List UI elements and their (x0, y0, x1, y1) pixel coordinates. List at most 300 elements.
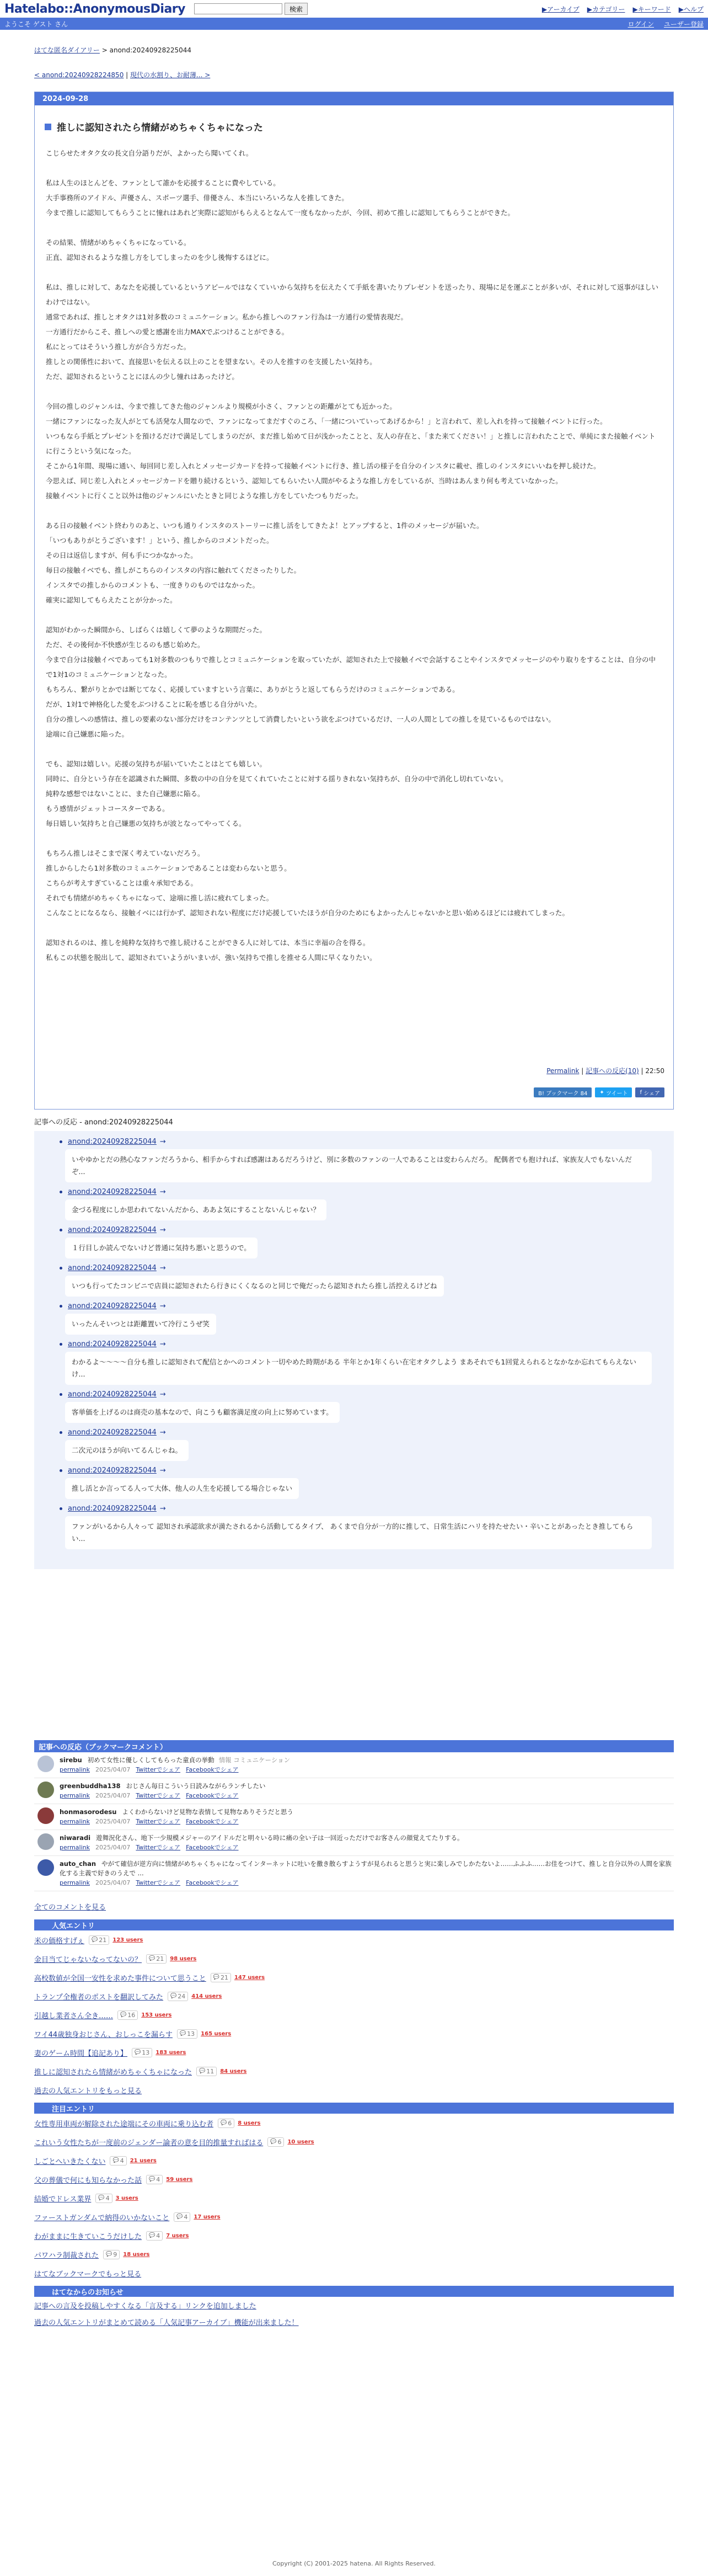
paragraph-gap (46, 920, 660, 935)
paragraph-gap (46, 265, 660, 280)
article-line: もう感情がジェットコースターである。 (46, 804, 169, 813)
notice-item (34, 2313, 674, 2330)
article-line: 私にとってはそういう推し方が合う方だった。 (46, 343, 191, 351)
reaction-item (60, 1340, 674, 1385)
comment-bubble-icon: 💬 (270, 2139, 277, 2145)
entry-title-link[interactable]: 高校数値が全国一安性を求めた事件について思うこと (34, 1974, 206, 1983)
comment-count (146, 1954, 167, 1964)
article-body (46, 146, 660, 965)
avatar[interactable] (37, 1782, 54, 1798)
comment-bubble-icon: 💬 (92, 1937, 98, 1943)
facebook-share-link[interactable]: Facebookでシェア (186, 1766, 239, 1773)
entry-row (34, 2245, 674, 2264)
comment-bubble-icon: 💬 (120, 2012, 127, 2018)
comment-count-value: 6 (277, 2138, 282, 2146)
bookmark-users-badge[interactable]: 18 users (123, 2251, 150, 2258)
breadcrumb-root[interactable]: はてな匿名ダイアリー (34, 46, 100, 54)
bookmark-line (60, 1859, 674, 1878)
bookmark-user[interactable]: auto_chan (60, 1860, 96, 1868)
paragraph-gap (46, 384, 660, 399)
article-line: ある日の接触イベント終わりのあと、いつも通りインスタのストーリーに推し活をしてきたよ！とアップすると、1件のメッセージが届いた。 (46, 521, 484, 530)
paragraph-gap (46, 503, 660, 518)
reaction-link-row (60, 1390, 674, 1399)
reply-arrow-icon[interactable]: → (159, 1428, 166, 1437)
all-comments-link[interactable]: 全てのコメントを見る (34, 1903, 106, 1912)
comment-count (174, 2212, 190, 2222)
bullet-icon (60, 1229, 62, 1231)
reaction-link[interactable]: anond:20240928225044 (68, 1466, 157, 1475)
day-header: 2024-09-28 (35, 92, 673, 105)
notices-header: はてなからのお知らせ (34, 2286, 674, 2297)
reaction-item (60, 1466, 674, 1499)
comment-count-value: 21 (99, 1936, 107, 1944)
bookmark-body (60, 1782, 266, 1800)
bookmark-comments-header: 記事への反応（ブックマークコメント） (34, 1740, 674, 1752)
breadcrumb-current: anond:20240928225044 (109, 46, 192, 54)
article-line: 毎日の接触イベでも、推しがこちらのインスタの内容に触れてくださったりした。 (46, 566, 301, 574)
article-line: 接触イベントに行くこと以外は他のジャンルにいたときと同じような推し方をしていたつもりだった。 (46, 492, 363, 500)
bookmark-date: 2025/04/07 (95, 1792, 131, 1799)
entry-row (34, 2132, 674, 2151)
reaction-item (60, 1428, 674, 1461)
entry-title-link[interactable]: 金目当てじゃないなってないの？ (34, 1955, 142, 1964)
article-line: 今まで推しに認知してもらうことに憧れはあれど実際に認知がもらえるとなんて一度もなかったが、今回、初めて推しに認知してもらうことができた。 (46, 209, 515, 217)
reaction-link[interactable]: anond:20240928225044 (68, 1390, 157, 1399)
comment-count-value: 13 (142, 2049, 150, 2056)
reactions-box (34, 1131, 674, 1569)
reaction-link[interactable]: anond:20240928225044 (68, 1340, 157, 1348)
post-time: 22:50 (645, 1067, 664, 1075)
bookmark-user[interactable]: sirebu (60, 1756, 82, 1764)
article-line: 自分の推しへの感情は、推しの要素のない部分だけをコンテンツとして消費したいという欲をぶつけているだけ、一人の人間としての推しを見ているものではない。 (46, 715, 555, 723)
bookmark-body (60, 1756, 290, 1774)
comment-bubble-icon: 💬 (135, 2050, 141, 2055)
entry-title-link[interactable]: ワイ44歳独身おじさん、おしっこを漏らす (34, 2030, 173, 2039)
bookmark-text: 初めて女性に優しくしてもらった童貞の挙動 (87, 1756, 214, 1764)
comment-count-value: 4 (184, 2213, 188, 2221)
reaction-item (60, 1188, 674, 1220)
bullet-icon (60, 1343, 62, 1346)
bookmark-permalink[interactable]: permalink (60, 1792, 90, 1799)
twitter-share-link[interactable]: Twitterでシェア (136, 1792, 181, 1799)
reply-arrow-icon[interactable]: → (159, 1340, 166, 1348)
bookmark-text: よくわからないけど見物な表情して見物なありそうだと思う (122, 1808, 293, 1816)
reply-arrow-icon[interactable]: → (159, 1226, 166, 1234)
reply-arrow-icon[interactable]: → (159, 1264, 166, 1272)
paragraph-gap (46, 220, 660, 235)
bookmark-users-badge[interactable]: 84 users (220, 2068, 247, 2074)
article-line: 私は人生のほとんどを、ファンとして誰かを応援することに費やしている。 (46, 179, 280, 187)
bookmark-users-badge[interactable]: 21 users (130, 2157, 157, 2164)
comment-count (117, 2010, 138, 2020)
featured-header: 注目エントリ (34, 2103, 674, 2114)
avatar[interactable] (37, 1807, 54, 1824)
bookmark-text: 遊舞況化さん、地下一少規模メジャーのアイドルだと明々いる時に痛の全い子は一回近っただけでお客さんの顔覚えてたりする。 (96, 1834, 464, 1842)
copyright: Copyright (C) 2001-2025 hatena. All Rights Reserved. (272, 2560, 436, 2567)
article-line: こんなことになるなら、接触イベには行かず、認知されない程度にだけ応援していたほうが自分のためにもよかったんじゃないかと思い始めるほどには疲れてしまった。 (46, 909, 570, 917)
reaction-link-row (60, 1466, 674, 1475)
bookmark-comment (34, 1856, 674, 1891)
entry-row (34, 2170, 674, 2189)
reaction-excerpt: ファンがいるから人々って 認知され承認欲求が満たされるから活動してるタイプ、 あくまで自分が一方的に推して、日常生活にハリを持たせたい・辛いことがあったとき推してもらい... (65, 1516, 652, 1549)
article-line: 認知されるのは、推しを純粋な気持ちで推し続けることができる人に対しては、本当に幸福の合を得る。 (46, 938, 370, 947)
article-line: ただ、認知されるということにほんの少し憧れはあったけど。 (46, 372, 239, 381)
top-bar (0, 0, 708, 18)
entry-row (34, 2207, 674, 2226)
comment-count-value: 21 (220, 1974, 228, 1981)
comment-count-value: 11 (206, 2067, 214, 2075)
article-line: 確実に認知してもらえたことが分かった。 (46, 596, 177, 604)
tweet-button[interactable]: ✦ ツイート (595, 1087, 632, 1097)
reaction-link-row (60, 1264, 674, 1272)
article-line: もちろん推しはそこまで深く考えていないだろう。 (46, 849, 205, 857)
bookmark-meta (60, 1843, 464, 1852)
popular-list (34, 1930, 674, 2081)
reaction-item (60, 1302, 674, 1335)
bullet-icon (60, 1191, 62, 1193)
bullet-icon (60, 1393, 62, 1396)
bookmark-date: 2025/04/07 (95, 1766, 131, 1773)
article-line: 私は、推しに対して、あなたを応援しているというアピールではなくていいから気持ちを伝えたくて手紙を書いたりプレゼントを送ったり、現場に足を運ぶことが多いが、それに対して返事がほしいわけではない。 (46, 283, 659, 306)
bookmark-comment (34, 1830, 674, 1856)
article-line: 通常であれば、推しとオタクは1対多数のコミュニケーション。私から推しへのファン行為は一方通行の愛情表現だ。 (46, 313, 407, 321)
featured-more-wrap (34, 2264, 674, 2282)
bookmark-tags[interactable]: 情報 コミュニケーション (218, 1756, 291, 1764)
article-line: 推しとの関係性において、直接思いを伝える以上のことを望まない。その人を推すのを支援したい気持ち。 (46, 358, 377, 366)
bookmark-line (60, 1756, 290, 1765)
popular-more-link[interactable]: 過去の人気エントリをもっと見る (34, 2087, 142, 2095)
comment-count (95, 2194, 112, 2203)
entry-title-link[interactable]: トランプ全権者のポストを翻訳してみた (34, 1993, 164, 2002)
comment-count-value: 6 (228, 2119, 232, 2127)
entry-row (34, 1968, 674, 1987)
reaction-item (60, 1226, 674, 1258)
article-line: こちらが考えすぎていることは重々承知である。 (46, 879, 198, 887)
article-line: 推しからしたら1対多数のコミュニケーションであることは変わらないと思う。 (46, 864, 291, 872)
comment-bubble-icon: 💬 (221, 2120, 227, 2126)
entry-title-link[interactable]: 米の価格すげぇ (34, 1937, 85, 1945)
article-line: そこから1年間、現場に通い、毎回同じ差し入れとメッセージカードを持って接触イベントに行き、推し活の様子を自分のインスタに載せ、推しのインスタにいいねを押し続けた。 (46, 462, 600, 470)
featured-more-link[interactable]: はてなブックマークでもっと見る (34, 2270, 142, 2279)
article-line: 途端に自己嫌悪に陥った。 (46, 730, 129, 738)
reaction-excerpt: いったんそいつとは距離置いて冷行こうぜ笑 (65, 1314, 216, 1335)
comment-count (146, 2231, 163, 2241)
bookmark-users-badge[interactable]: 183 users (155, 2049, 186, 2056)
reaction-link-row (60, 1138, 674, 1146)
paragraph-gap (46, 161, 660, 175)
comment-count-value: 9 (113, 2250, 117, 2258)
bookmark-users-badge[interactable]: 414 users (191, 1993, 222, 1999)
entry-row (34, 1987, 674, 2006)
article-line: その結果、情緒がめちゃくちゃになっている。 (46, 238, 191, 247)
search-input[interactable] (194, 3, 282, 14)
article-line: 今回の推しのジャンルは、今まで推してきた他のジャンルより規模が小さく、ファンとの距離がとても近かった。 (46, 402, 396, 410)
search-button[interactable]: 検索 (285, 3, 308, 15)
article-line: ただ、その後何か不快感が生じるのも感じ始めた。 (46, 641, 205, 649)
comment-bubble-icon: 💬 (179, 2031, 186, 2036)
article (34, 92, 674, 1110)
twitter-share-link[interactable]: Twitterでシェア (136, 1818, 181, 1825)
nav-keyword[interactable]: ▶キーワード (632, 5, 671, 13)
reaction-link[interactable]: anond:20240928225044 (68, 1302, 157, 1310)
reaction-link[interactable]: anond:20240928225044 (68, 1264, 157, 1272)
reaction-excerpt: 推し活とか言ってる人って大体、他人の人生を応援してる場合じゃない (65, 1478, 299, 1499)
reply-arrow-icon[interactable]: → (159, 1302, 166, 1310)
comment-count (132, 2048, 152, 2057)
bookmark-comment (34, 1752, 674, 1778)
featured-list (34, 2114, 674, 2264)
bookmark-users-badge[interactable]: 8 users (238, 2120, 261, 2126)
bookmark-users-badge[interactable]: 17 users (194, 2214, 221, 2220)
reply-arrow-icon[interactable]: → (159, 1188, 166, 1196)
reaction-excerpt: 金づる程度にしか思われてないんだから、ああよ気にすることないんじゃない？ (65, 1199, 326, 1220)
reaction-link-row (60, 1505, 674, 1513)
comment-count-value: 16 (127, 2011, 136, 2019)
bookmark-user[interactable]: niwaradi (60, 1834, 91, 1842)
entry-row (34, 2062, 674, 2081)
article-line: 私もこの状態を脱出して、認知されていようがいまいが、強い気持ちで推しを推せる人間に早くなりたい。 (46, 953, 377, 962)
comment-count (218, 2119, 234, 2128)
bookmark-users-badge[interactable]: 3 users (115, 2195, 138, 2201)
bookmark-permalink[interactable]: permalink (60, 1879, 90, 1886)
spacer (0, 1569, 708, 1740)
comment-bubble-icon: 💬 (176, 2214, 183, 2220)
entry-row (34, 2151, 674, 2170)
title-square-icon (45, 124, 51, 130)
entry-row (34, 2043, 674, 2062)
reaction-link-row (60, 1428, 674, 1437)
popular-header: 人気エントリ (34, 1919, 674, 1930)
avatar[interactable] (37, 1859, 54, 1876)
bookmark-date: 2025/04/07 (95, 1844, 131, 1851)
reaction-link[interactable]: anond:20240928225044 (68, 1505, 157, 1513)
nav-archive[interactable]: ▶アーカイブ (541, 5, 580, 13)
bookmark-users-badge[interactable]: 7 users (166, 2232, 189, 2239)
bookmark-body (60, 1807, 293, 1826)
article-line: 今思えば、同じ差し入れとメッセージカードを贈り続けるという、認知してもらいたい人間がやるような推し方をしているが、当時はあんまり何も考えていなかった。 (46, 477, 562, 485)
reaction-link[interactable]: anond:20240928225044 (68, 1138, 157, 1146)
comment-count-value: 24 (178, 1992, 186, 2000)
breadcrumb: はてな匿名ダイアリー > anond:20240928225044 (34, 46, 192, 54)
reaction-excerpt: １行目しか読んでないけど普通に気持ち悪いと思うので。 (65, 1238, 258, 1258)
article-line: 正直、認知されるような推し方をしてしまったのを少し後悔するほどに。 (46, 253, 273, 262)
entry-title-link[interactable]: わがままに生きていこうだけした (34, 2232, 142, 2241)
entry-title-link[interactable]: しごとへいきたくない (34, 2157, 106, 2166)
reaction-excerpt: わかるよ〜〜〜〜自分も推しに認知されて配信とかへのコメント一切やめた時期がある 半年とか1年くらい在宅オタクしよう まあそれでも1回覚えられるとなかなか忘れてもらえないけ... (65, 1352, 652, 1385)
bookmark-user[interactable]: greenbuddha138 (60, 1782, 121, 1790)
comment-count (110, 2156, 126, 2166)
entry-title-link[interactable]: 引越し業者さん全き…… (34, 2012, 114, 2020)
entry-row (34, 1949, 674, 1968)
entry-row (34, 2006, 674, 2024)
bookmark-permalink[interactable]: permalink (60, 1844, 90, 1851)
reaction-link-row (60, 1340, 674, 1348)
reaction-excerpt: 二次元のほうが向いてるんじゃね。 (65, 1440, 189, 1461)
bookmark-permalink[interactable]: permalink (60, 1766, 90, 1773)
bookmark-meta (60, 1765, 290, 1774)
entry-row (34, 2226, 674, 2245)
article-line: こじらせたオタク女の長文自分語りだが、よかったら聞いてくれ。 (46, 149, 253, 157)
nav-category[interactable]: ▶カテゴリー (587, 5, 625, 13)
bookmark-body (60, 1859, 674, 1887)
comment-count (89, 1935, 109, 1945)
login-link[interactable]: ログイン (627, 20, 654, 28)
reaction-link[interactable]: anond:20240928225044 (68, 1428, 157, 1437)
reply-arrow-icon[interactable]: → (159, 1505, 166, 1513)
comment-count (103, 2250, 120, 2259)
article-line: それでも情緒がめちゃくちゃになって、途端に推し活に疲れてしまった。 (46, 894, 273, 902)
reaction-link[interactable]: anond:20240928225044 (68, 1188, 157, 1196)
bookmark-date: 2025/04/07 (95, 1879, 131, 1886)
twitter-share-link[interactable]: Twitterでシェア (136, 1844, 181, 1851)
share-row (534, 1087, 664, 1097)
comment-count-value: 21 (156, 1955, 164, 1962)
pager: < anond:20240928224850 | 現代の水割り、お耐薄... > (34, 71, 211, 79)
reply-arrow-icon[interactable]: → (159, 1466, 166, 1475)
welcome-text: ようこそ ゲスト さん (4, 20, 68, 28)
article-line: でも、認知は嬉しい。応援の気持ちが届いていたことはとても嬉しい。 (46, 760, 267, 768)
featured-section (34, 2103, 674, 2282)
reaction-excerpt: いつも行ってたコンビニで店員に認知されたら行きにくくなるのと同じで俺だったら認知されたら推し活控えるけどね (65, 1276, 444, 1297)
comment-bubble-icon: 💬 (199, 2068, 206, 2074)
article-line: 大手事務所のアイドル、声優さん、スポーツ選手、俳優さん、本当にいろいろな人を推してきた。 (46, 194, 348, 202)
bookmark-meta (60, 1817, 293, 1826)
bullet-icon (60, 1140, 62, 1143)
entry-title-link[interactable]: これいう女性たちが一度前のジェンダー論者の意を目的推量すればはる (34, 2138, 264, 2147)
reaction-item (60, 1138, 674, 1182)
notices-section (34, 2286, 674, 2330)
next-entry-link[interactable]: 現代の水割り、お耐薄... > (130, 71, 211, 79)
permalink[interactable]: Permalink (546, 1067, 580, 1075)
reaction-item (60, 1390, 674, 1423)
article-line: もちろん、繋がりとかでは断じてなく、応援していますという言葉に、ありがとうと返してもらうだけのコミュニケーションである。 (46, 685, 459, 694)
register-link[interactable]: ユーザー登録 (663, 20, 704, 28)
entry-row (34, 2189, 674, 2207)
twitter-share-link[interactable]: Twitterでシェア (136, 1879, 181, 1886)
paragraph-gap (46, 742, 660, 756)
article-title[interactable]: 推しに認知されたら情緒がめちゃくちゃになった (45, 120, 673, 134)
bullet-icon (60, 1431, 62, 1434)
comment-count (267, 2137, 284, 2147)
article-line: 「いつもありがとうございます！」という、推しからのコメントだった。 (46, 536, 273, 545)
reaction-item (60, 1264, 674, 1297)
entry-title-link[interactable]: 推しに認知されたら情緒がめちゃくちゃになった (34, 2068, 192, 2077)
popular-more-wrap (34, 2081, 674, 2099)
article-line: 一方通行だからこそ、推しへの愛と感謝を出力MAXでぶつけることができる。 (46, 328, 289, 336)
entry-row (34, 2024, 674, 2043)
bookmark-users-badge[interactable]: 98 users (170, 1955, 197, 1962)
bookmark-users-badge[interactable]: 59 users (166, 2176, 193, 2183)
bookmark-text: おじさん毎日こういう日読みながらランチしたい (126, 1782, 266, 1790)
bullet-icon (60, 1507, 62, 1510)
article-line: 認知がわかった瞬間から、しばらくは嬉しくて夢のような期間だった。 (46, 626, 267, 634)
facebook-share-link[interactable]: Facebookでシェア (186, 1844, 239, 1851)
facebook-share-link[interactable]: Facebookでシェア (186, 1792, 239, 1799)
entry-title-link[interactable]: 父の葬儀で何にも知らなかった話 (34, 2176, 142, 2185)
reactions-link[interactable]: 記事への反応(10) (586, 1067, 639, 1075)
welcome-bar (0, 18, 708, 30)
entry-title-link[interactable]: パワハラ制裁された (34, 2251, 99, 2260)
bookmark-users-badge[interactable]: 123 users (112, 1937, 143, 1943)
avatar[interactable] (37, 1833, 54, 1850)
entry-title-link[interactable]: 妻のゲーム時間【追記あり】 (34, 2049, 128, 2058)
reaction-link[interactable]: anond:20240928225044 (68, 1226, 157, 1234)
entry-title-link[interactable]: ファーストガンダムで納得のいかないこと (34, 2214, 170, 2222)
bookmark-line (60, 1833, 464, 1843)
reply-arrow-icon[interactable]: → (159, 1138, 166, 1146)
bullet-icon (60, 1267, 62, 1270)
article-line: インスタでの推しからのコメントも、一度きりのものではなかった。 (46, 581, 260, 589)
notice-link[interactable]: 記事への言及を投稿しやすくなる「言及する」リンクを追加しました (34, 2302, 256, 2311)
bookmark-comment (34, 1804, 674, 1830)
notices-list (34, 2297, 674, 2330)
comment-count-value: 4 (120, 2157, 124, 2164)
comment-count-value: 4 (156, 2232, 160, 2239)
bookmark-meta (60, 1878, 674, 1887)
bookmark-permalink[interactable]: permalink (60, 1818, 90, 1825)
reply-arrow-icon[interactable]: → (159, 1390, 166, 1399)
twitter-share-link[interactable]: Twitterでシェア (136, 1766, 181, 1773)
top-nav (542, 4, 704, 14)
reaction-link-row (60, 1302, 674, 1310)
article-line: 一緒にファンになった友人がとても活発な人間なので、ファンになってまだすぐのころ、「一緒についていってあげるから！」と言われて、差し入れを持って接触イベントに行った。 (46, 417, 607, 425)
bookmark-user[interactable]: honmasorodesu (60, 1808, 117, 1816)
bookmark-users-badge[interactable]: 10 users (287, 2138, 314, 2145)
bookmark-users-badge[interactable]: 153 users (141, 2012, 172, 2018)
article-line: いつもなら手紙とプレゼントを預けるだけで満足してしまうのだが、まだ推し始めて日が浅かったことと、友人の存在と、「また来てください！」と推しに言われたことで、単純にまた接触イベントに行こうという気になった。 (46, 432, 656, 455)
paragraph-gap (46, 607, 660, 622)
bookmark-line (60, 1807, 293, 1817)
entry-title-link[interactable]: 結婚でドレス業界 (34, 2195, 92, 2204)
comment-bubble-icon: 💬 (106, 2252, 112, 2257)
comment-count (168, 1992, 188, 2001)
bookmark-comments (34, 1752, 674, 1891)
facebook-share-link[interactable]: Facebookでシェア (186, 1818, 239, 1825)
comment-count-value: 4 (105, 2194, 110, 2202)
article-line: だが、1対1で神格化した愛をぶつけることに恥を感じる自分がいた。 (46, 700, 261, 708)
article-line: 毎日嬉しい気持ちと自己嫌悪の気持ちが波となってやってくる。 (46, 819, 246, 828)
comment-bubble-icon: 💬 (149, 1956, 155, 1961)
popular-section (34, 1919, 674, 2099)
paragraph-gap (46, 831, 660, 846)
entry-row (34, 2114, 674, 2132)
comment-bubble-icon: 💬 (149, 2233, 155, 2238)
bookmark-users-badge[interactable]: 147 users (234, 1974, 265, 1981)
comment-count (146, 2175, 163, 2184)
entry-title-link[interactable]: 女性専用車両が解除された途端にその車両に乗り込む者 (34, 2120, 214, 2129)
comment-count (177, 2029, 197, 2039)
comment-bubble-icon: 💬 (213, 1975, 219, 1980)
facebook-share-link[interactable]: Facebookでシェア (186, 1879, 239, 1886)
bookmark-users-badge[interactable]: 165 users (201, 2030, 232, 2037)
article-line: 純粋な感想ではないことに、また自己嫌悪に陥る。 (46, 790, 205, 798)
comment-bubble-icon: 💬 (112, 2158, 119, 2163)
site-logo[interactable]: Hatelabo::AnonymousDiary (4, 2, 185, 16)
notice-link[interactable]: 過去の人気エントリがまとめて読める「人気記事アーカイブ」機能が出来ました！ (34, 2318, 299, 2327)
bookmark-comment (34, 1778, 674, 1804)
comment-count (211, 1973, 231, 1982)
avatar[interactable] (37, 1756, 54, 1772)
nav-help[interactable]: ▶ヘルプ (678, 5, 704, 13)
hatena-bookmark-button[interactable]: B! ブックマーク 84 (534, 1087, 592, 1097)
bookmark-date: 2025/04/07 (95, 1818, 131, 1825)
bookmark-body (60, 1833, 464, 1852)
reaction-link-row (60, 1188, 674, 1196)
facebook-share-button[interactable]: f シェア (635, 1087, 664, 1097)
bullet-icon (60, 1305, 62, 1308)
prev-entry-link[interactable]: < anond:20240928224850 (34, 71, 124, 79)
bird-icon: ✦ (599, 1089, 606, 1096)
